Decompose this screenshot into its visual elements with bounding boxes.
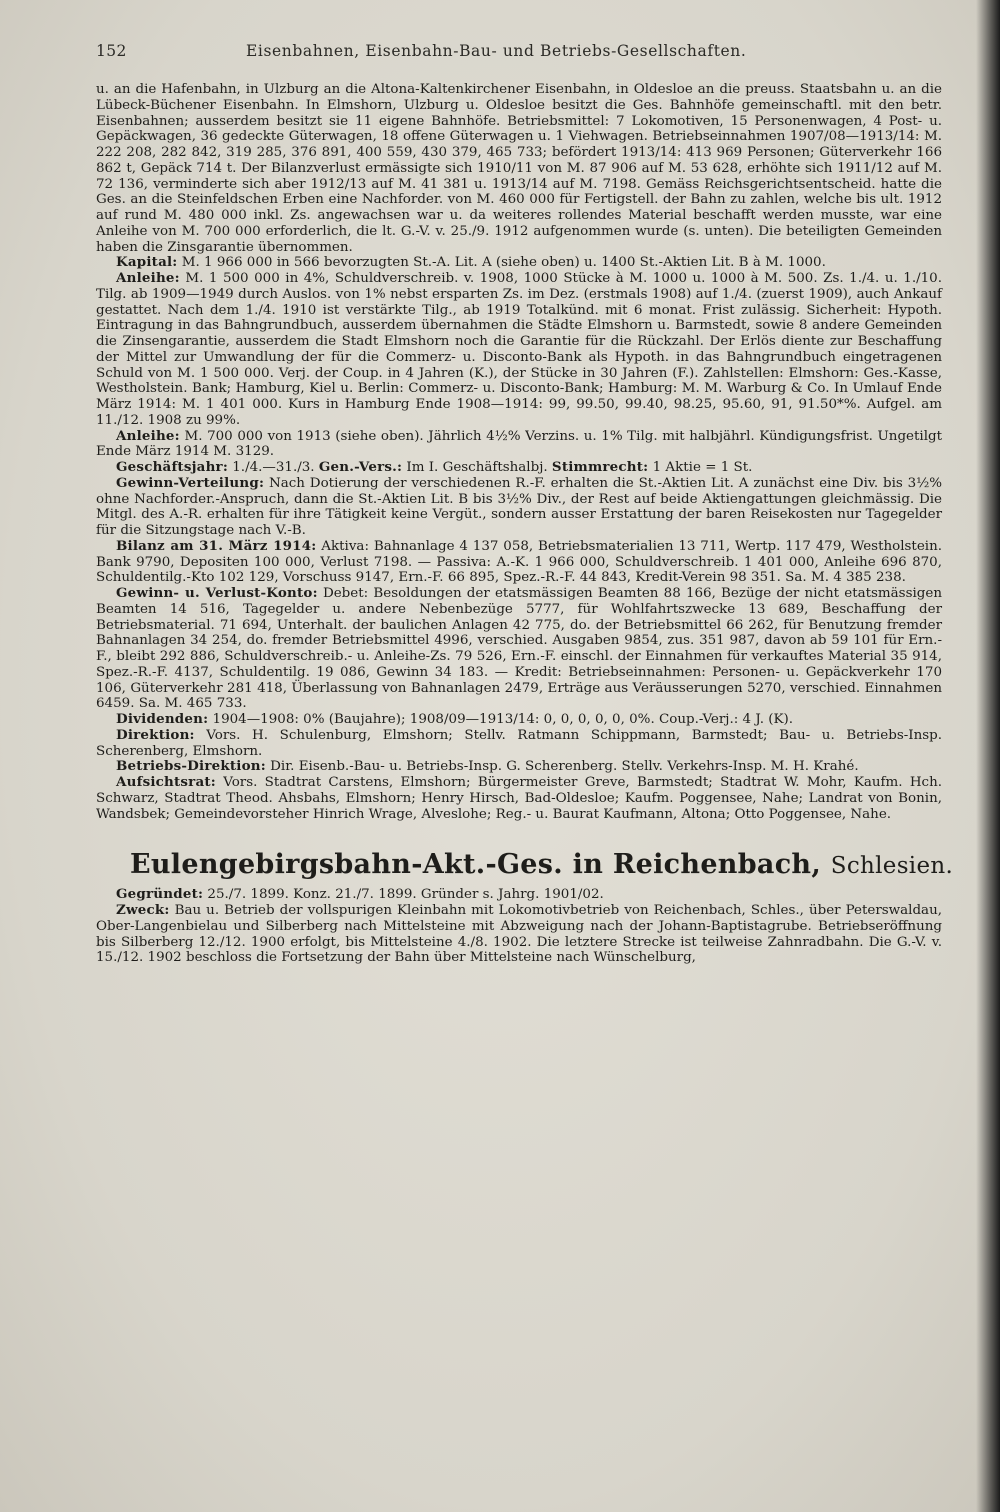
anleihe-label: Anleihe:	[116, 427, 180, 444]
gen-vers-label: Gen.-Vers.:	[318, 459, 403, 475]
paragraph-text: M. 1 966 000 in 566 bevorzugten St.-A. Lit. A (siehe oben) u. 1400 St.-Aktien Lit. B à M. 1000.	[177, 255, 826, 271]
paragraph-text: M. 1 500 000 in 4%, Schuldverschreib. v. 1908, 1000 Stücke à M. 1000 u. 1000 à M. 500. Zs. 1./4. u. 1./10. Tilg. ab 1909—1949 durch Auslos. von 1% nebst ersparten Zs. im Dez. (erstmals 1908) auf 1./4. (zuerst 1909), auch Ankauf gestattet. Nach dem 1./4. 1910 ist verstärkte Tilg., ab 1919 Totalkünd. mit 6 monat. Frist zulässig. Sicherheit: Hypoth. Eintragung in das Bahngrundbuch, ausserdem übernahmen die Städte Elmshorn u. Barmstedt, sowie 8 andere Gemeinden die Zinsengarantie, ausserdem die Stadt Elmshorn noch die Garantie für die Rückzahl. Der Erlös diente zur Beschaffung der Mittel zur Umwandlung der für die Commerz- u. Disconto-Bank als Hypoth. in das Bahngrundbuch eingetragenen Schuld von M. 1 500 000. Verj. der Coup. in 4 Jahren (K.), der Stücke in 30 Jahren (F.). Zahlstellen: Elmshorn: Ges.-Kasse, Westholstein. Bank; Hamburg, Kiel u. Berlin: Commerz- u. Disconto-Bank; Hamburg: M. M. Warburg & Co. In Umlauf Ende März 1914: M. 1 401 000. Kurs in Hamburg Ende 1908—1914: 99, 99.50, 99.40, 98.25, 95.60, 91, 91.50*%. Aufgel. am 11./12. 1908 zu 99%.	[96, 271, 942, 428]
bilanz-paragraph	[96, 539, 942, 586]
direktion-paragraph	[96, 728, 942, 760]
kapital-paragraph	[96, 255, 942, 271]
paragraph-text: 1./4.—31./3.	[227, 460, 319, 475]
paragraph-text: Vors. H. Schulenburg, Elmshorn; Stellv. Ratmann Schippmann, Barmstedt; Bau- u. Betriebs-Insp. Scherenberg, Elmshorn.	[96, 727, 942, 759]
betriebs-direktion-paragraph	[96, 759, 942, 775]
dividenden-paragraph	[96, 712, 942, 728]
zweck-paragraph	[96, 903, 942, 966]
paragraph-text: Im I. Geschäftshalbj.	[402, 460, 552, 475]
betriebs-direktion-label: Betriebs-Direktion:	[116, 758, 266, 775]
bilanz-label: Bilanz am 31. März 1914:	[116, 537, 317, 554]
anleihe-label: Anleihe:	[116, 270, 180, 286]
paragraph-text: 1904—1908: 0% (Baujahre); 1908/09—1913/14: 0, 0, 0, 0, 0, 0%. Coup.-Verj.: 4 J. (K).	[208, 712, 794, 727]
aufsichtsrat-paragraph	[96, 775, 942, 822]
section-eulengebirgsbahn	[96, 887, 942, 966]
geschaeftsjahr-paragraph	[96, 460, 942, 476]
aufsichtsrat-label: Aufsichtsrat:	[116, 774, 216, 790]
paragraph-text: Dir. Eisenb.-Bau- u. Betriebs-Insp. G. Scherenberg. Stellv. Verkehrs-Insp. M. H. Krahé.	[265, 759, 859, 775]
stimmrecht-label: Stimmrecht:	[551, 459, 649, 475]
paragraph-text: Bau u. Betrieb der vollspurigen Kleinbahn mit Lokomotivbetrieb von Reichenbach, Schles., über Peterswaldau, Ober-Langenbielau und Silberberg nach Mittelsteine mit Abzweigung nach der Johann-Baptistagrube. Betriebseröffnung bis Silberberg 12./12. 1900 erfolgt, bis Mittelsteine 4./8. 1902. Die letztere Strecke ist teilweise Zahnradbahn. Die G.-V. v. 15./12. 1902 beschloss die Fortsetzung der Bahn über Mittelsteine nach Wünschelburg,	[96, 903, 942, 966]
paragraph-text: M. 700 000 von 1913 (siehe oben). Jährlich 4½% Verzins. u. 1% Tilg. mit halbjährl. Kündigungsfrist. Ungetilgt Ende März 1914 M. 3129.	[96, 428, 942, 460]
anleihe-1908-paragraph	[96, 271, 942, 429]
intro-paragraph	[96, 82, 942, 255]
gegruendet-label: Gegründet:	[116, 886, 204, 903]
paragraph-text: 25./7. 1899. Konz. 21./7. 1899. Gründer s. Jahrg. 1901/02.	[203, 887, 604, 903]
paragraph-text: Aktiva: Bahnanlage 4 137 058, Betriebsmaterialien 13 711, Wertp. 117 479, Westholstein. Bank 9790, Depositen 100 000, Verlust 7198. — Passiva: A.-K. 1 966 000, Schuldverschreib. 1 401 000, Anleihe 696 870, Schuldentilg.-Kto 102 129, Vorschuss 9147, Ern.-F. 66 895, Spez.-R.-F. 44 843, Kredit-Verein 98 351. Sa. M. 4 385 238.	[96, 538, 942, 586]
anleihe-1913-paragraph	[96, 429, 942, 461]
geschaeftsjahr-label: Geschäftsjahr:	[116, 459, 228, 475]
company-heading	[130, 848, 954, 883]
gewinn-verteilung-label: Gewinn-Verteilung:	[116, 474, 265, 491]
page-edge-shadow	[976, 0, 1000, 1512]
paragraph-text: 1 Aktie = 1 St.	[648, 460, 753, 475]
paragraph-text: u. an die Hafenbahn, in Ulzburg an die Altona-Kaltenkirchener Eisenbahn, in Oldesloe an die preuss. Staatsbahn u. an die Lübeck-Büchener Eisenbahn. In Elmshorn, Ulzburg u. Oldesloe besitzt die Ges. Bahnhöfe gemeinschaftl. mit den betr. Eisenbahnen; ausserdem besitzt sie 11 eigene Bahnhöfe. Betriebsmittel: 7 Lokomotiven, 15 Personenwagen, 4 Post- u. Gepäckwagen, 36 gedeckte Güterwagen, 18 offene Güterwagen u. 1 Viehwagen. Betriebseinnahmen 1907/08—1913/14: M. 222 208, 282 842, 319 285, 376 891, 400 559, 430 379, 465 733; befördert 1913/14: 413 969 Personen; Güterverkehr 166 862 t, Gepäck 714 t. Der Bilanzverlust ermässigte sich 1910/11 von M. 87 906 auf M. 53 628, erhöhte sich 1911/12 auf M. 72 136, verminderte sich aber 1912/13 auf M. 41 381 u. 1913/14 auf M. 7198. Gemäss Reichsgerichtsentscheid. hatte die Ges. an die Steinfeldschen Erben eine Nachforder. von M. 460 000 für Fertigstell. der Bahn zu zahlen, welche bis ult. 1912 auf rund M. 480 000 inkl. Zs. angewachsen war u. da weiteres rollendes Material beschafft werden musste, war eine Anleihe von M. 700 000 erforderlich, die lt. G.-V. v. 25./9. 1912 aufgenommen wurde (s. unten). Die beteiligten Gemeinden haben die Zinsgarantie übernommen.	[96, 82, 942, 255]
company-location: Schlesien.	[830, 853, 954, 880]
paragraph-text: Vors. Stadtrat Carstens, Elmshorn; Bürgermeister Greve, Barmstedt; Stadtrat W. Mohr, Kaufm. Hch. Schwarz, Stadtrat Theod. Ahsbahs, Elmshorn; Henry Hirsch, Bad-Oldesloe; Kaufm. Poggensee, Nahe; Landrat von Bonin, Wandsbek; Gemeindevorsteher Hinrich Wrage, Alveslohe; Reg.- u. Baurat Kaufmann, Altona; Otto Poggensee, Nahe.	[96, 775, 942, 822]
running-title: Eisenbahnen, Eisenbahn-Bau- und Betriebs-Gesellschaften.	[246, 42, 747, 60]
gegruendet-paragraph	[96, 887, 942, 903]
gewinn-verlust-paragraph	[96, 586, 942, 712]
paragraph-text: Debet: Besoldungen der etatsmässigen Beamten 88 166, Bezüge der nicht etatsmässigen Beamten 14 516, Tagegelder u. andere Nebenbezüge 5777, für Wohlfahrtszwecke 13 689, Beschaffung der Betriebsmaterial. 71 694, Unterhalt. der baulichen Anlagen 42 775, do. der Betriebsmittel 66 262, für Benutzung fremder Bahnanlagen 34 254, do. fremder Betriebsmittel 4996, verschied. Ausgaben 9854, zus. 351 987, davon ab 59 101 für Ern.-F., bleibt 292 886, Schuldverschreib.- u. Anleihe-Zs. 79 526, Ern.-F. einschl. der Einnahmen für verkauftes Material 35 914, Spez.-R.-F. 4137, Schuldentilg. 19 086, Gewinn 34 183. — Kredit: Betriebseinnahmen: Personen- u. Gepäckverkehr 170 106, Güterverkehr 281 418, Überlassung von Bahnanlagen 2479, Erträge aus Veräusserungen 5270, verschied. Einnahmen 6459. Sa. M. 465 733.	[96, 586, 942, 712]
company-name: Eulengebirgsbahn-Akt.-Ges. in Reichenbach,	[130, 849, 822, 881]
section-elmshorn-barmstedt-oldesloe	[96, 82, 942, 822]
zweck-label: Zweck:	[116, 902, 170, 918]
gewinn-verlust-label: Gewinn- u. Verlust-Konto:	[116, 585, 318, 601]
gewinn-verteilung-paragraph	[96, 476, 942, 539]
dividenden-label: Dividenden:	[116, 711, 209, 727]
direktion-label: Direktion:	[116, 726, 195, 743]
page-number: 152	[96, 42, 127, 60]
running-header	[96, 42, 942, 82]
paragraph-text: Nach Dotierung der verschiedenen R.-F. erhalten die St.-Aktien Lit. A zunächst eine Div. bis 3½% ohne Nachforder.-Anspruch, dann die St.-Aktien Lit. B bis 3½% Div., der Rest auf beide Aktiengattungen gleichmässig. Die Mitgl. des A.-R. erhalten für ihre Tätigkeit keine Vergüt., sondern ausser Erstattung der baren Reisekosten nur Tagegelder für die Sitzungstage nach V.-B.	[96, 475, 942, 538]
kapital-label: Kapital:	[116, 254, 178, 271]
